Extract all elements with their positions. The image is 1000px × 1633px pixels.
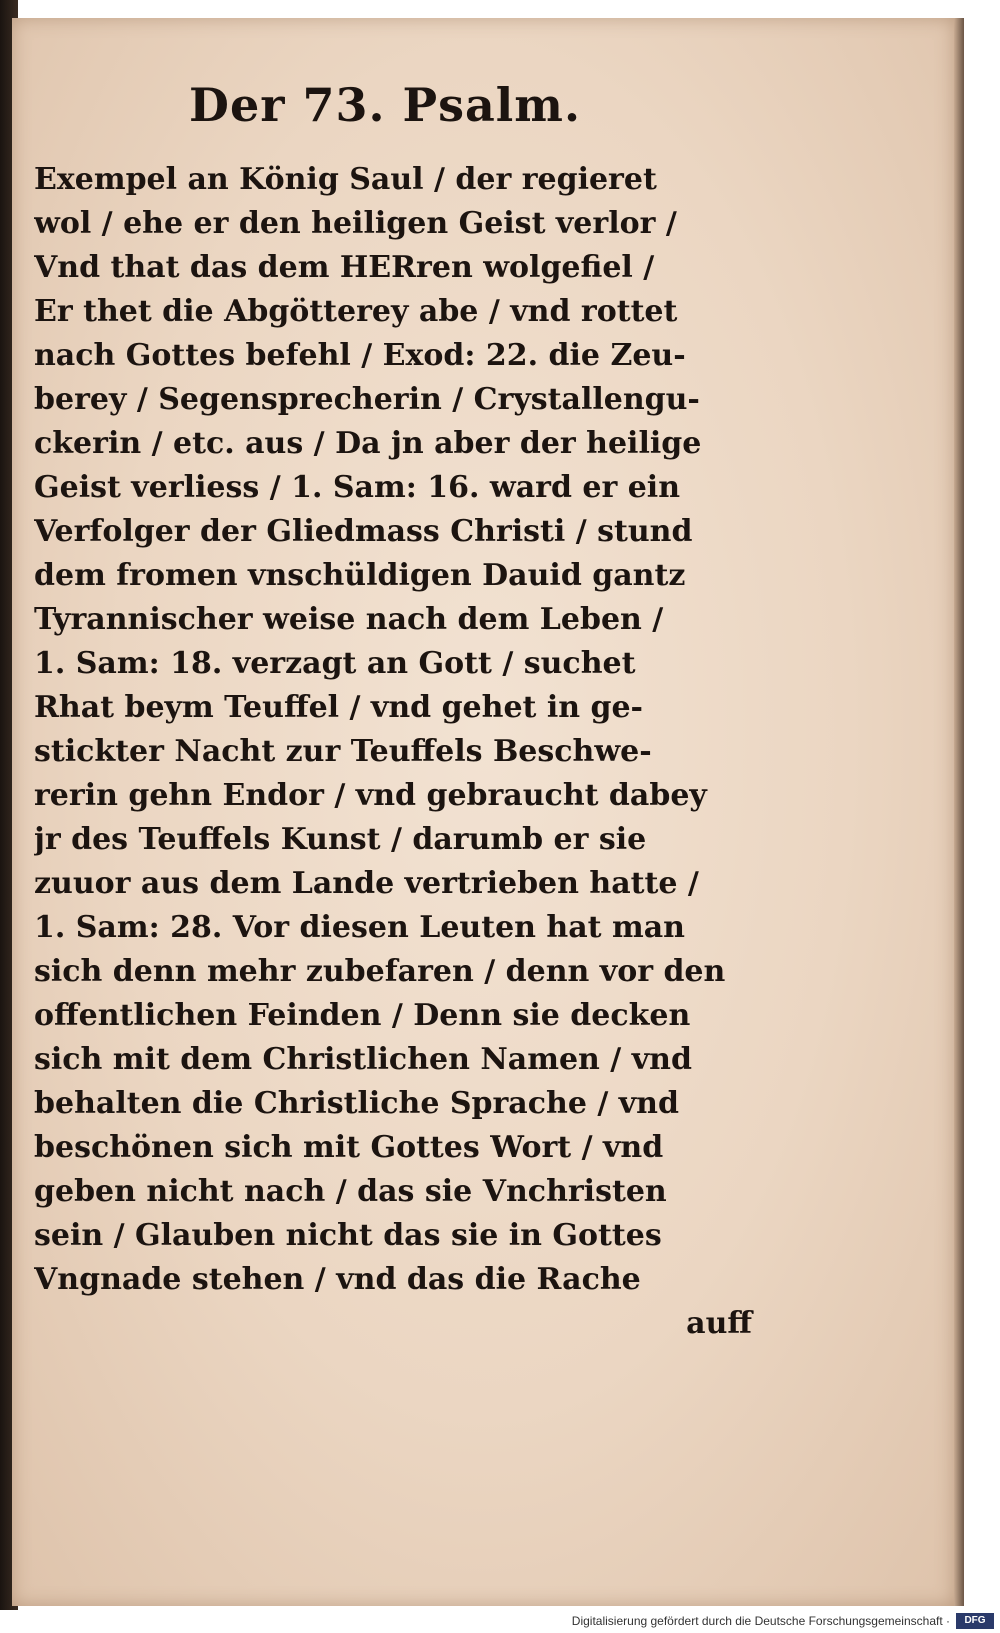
text-line: sich denn mehr zubefaren / denn vor den xyxy=(34,954,726,989)
text-line: offentlichen Feinden / Denn sie decken xyxy=(34,998,691,1033)
text-line: sich mit dem Christlichen Namen / vnd xyxy=(34,1042,692,1077)
text-line: dem fromen vnschüldigen Dauid gantz xyxy=(34,558,686,593)
body-text xyxy=(34,158,754,1346)
text-line: rerin gehn Endor / vnd gebraucht dabey xyxy=(34,778,707,813)
text-line: geben nicht nach / das sie Vnchristen xyxy=(34,1174,667,1209)
page-edge xyxy=(954,18,964,1606)
text-line: 1. Sam: 28. Vor diesen Leuten hat man xyxy=(34,910,685,945)
text-line: behalten die Christliche Sprache / vnd xyxy=(34,1086,679,1121)
text-line: nach Gottes befehl / Exod: 22. die Zeu- xyxy=(34,338,686,373)
text-line: berey / Segensprecherin / Crystallengu- xyxy=(34,382,700,417)
text-line: Er thet die Abgötterey abe / vnd rottet xyxy=(34,294,678,329)
text-line: zuuor aus dem Lande vertrieben hatte / xyxy=(34,866,699,901)
text-line: sein / Glauben nicht das sie in Gottes xyxy=(34,1218,662,1253)
text-line: beschönen sich mit Gottes Wort / vnd xyxy=(34,1130,664,1165)
text-line: ckerin / etc. aus / Da jn aber der heilige xyxy=(34,426,702,461)
text-line: Rhat beym Teuffel / vnd gehet in ge- xyxy=(34,690,643,725)
digitization-credit: Digitalisierung gefördert durch die Deutsche Forschungsgemeinschaft · xyxy=(571,1614,950,1628)
text-line: 1. Sam: 18. verzagt an Gott / suchet xyxy=(34,646,636,681)
text-line: Exempel an König Saul / der regieret xyxy=(34,162,657,197)
text-line: wol / ehe er den heiligen Geist verlor / xyxy=(34,206,677,241)
text-line: jr des Teuffels Kunst / darumb er sie xyxy=(34,822,647,857)
catchword: auff xyxy=(686,1306,752,1341)
text-line: Tyrannischer weise nach dem Leben / xyxy=(34,602,664,637)
text-line: Geist verliess / 1. Sam: 16. ward er ein xyxy=(34,470,681,505)
running-head: Der 73. Psalm. xyxy=(189,78,581,132)
dfg-logo: DFG xyxy=(956,1613,994,1629)
text-line: Vngnade stehen / vnd das die Rache xyxy=(34,1262,641,1297)
text-line: Vnd that das dem HERren wolgefiel / xyxy=(34,250,655,285)
text-line: stickter Nacht zur Teuffels Beschwe- xyxy=(34,734,652,769)
text-line: Verfolger der Gliedmass Christi / stund xyxy=(34,514,693,549)
